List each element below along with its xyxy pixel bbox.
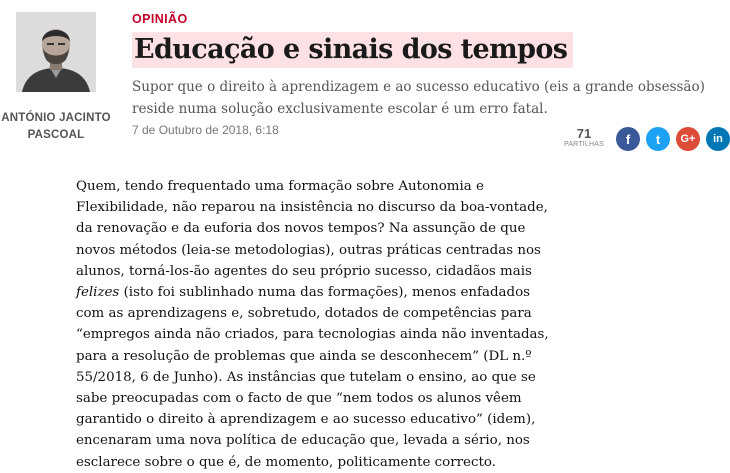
author-photo (16, 12, 96, 92)
body-emphasis: felizes (76, 285, 120, 301)
social-buttons (616, 127, 730, 151)
article-title: Educação e sinais dos tempos (132, 32, 573, 68)
linkedin-icon: in (713, 133, 723, 145)
article-lead: Supor que o direito à aprendizagem e ao sucesso educativo (eis a grande obsessão) reside numa solução exclusivamente escolar é um erro fatal. (132, 79, 705, 117)
share-label: PARTILHAS (563, 141, 605, 148)
facebook-icon: f (625, 131, 631, 147)
twitter-icon: t (655, 131, 661, 147)
author-name[interactable] (0, 110, 112, 144)
body-text-part2: (isto foi sublinhado numa das formações), menos enfadados com as aprendizagens e, sobretudo, dotados de competências para “empregos ainda não criados, para tecnologias ainda não inventadas, para a resolução de problemas que ainda se desconhecem” (DL n.º 55/2018, 6 de Junho). As instâncias que tutelam o ensino, ao que se sabe preocupadas com o facto de que “nem todos os alunos vêem garantido o direito à aprendizagem e ao sucesso educativo” (idem), encenaram uma nova política de educação que, levada a sério, nos esclarece sobre o que é, de momento, politicamente correcto. (76, 285, 549, 470)
share-counter (562, 127, 606, 148)
googleplus-icon: G+ (680, 133, 696, 145)
linkedin-share-button[interactable] (706, 127, 730, 151)
share-count: 71 (576, 126, 592, 141)
googleplus-share-button[interactable] (676, 127, 700, 151)
twitter-share-button[interactable] (646, 127, 670, 151)
publish-date: 7 de Outubro de 2018, 6:18 (132, 123, 279, 137)
author-name-line2: PASCOAL (27, 129, 85, 141)
section-label[interactable]: OPINIÃO (132, 12, 188, 26)
body-text-part1: Quem, tendo frequentado uma formação sobre Autonomia e Flexibilidade, não reparou na insistência no discurso da boa-vontade, da renovação e da euforia dos novos tempos? Na assunção de que novos métodos (leia-se metodologias), outras práticas centradas nos alunos, torná-los-ão agentes do seu próprio sucesso, cidadãos mais (76, 179, 548, 279)
facebook-share-button[interactable] (616, 127, 640, 151)
avatar[interactable] (16, 12, 96, 92)
body-paragraph (76, 176, 562, 473)
author-block (0, 12, 112, 144)
author-name-line1: ANTÓNIO JACINTO (1, 112, 111, 124)
article-header (132, 12, 717, 120)
article-body (76, 176, 562, 473)
